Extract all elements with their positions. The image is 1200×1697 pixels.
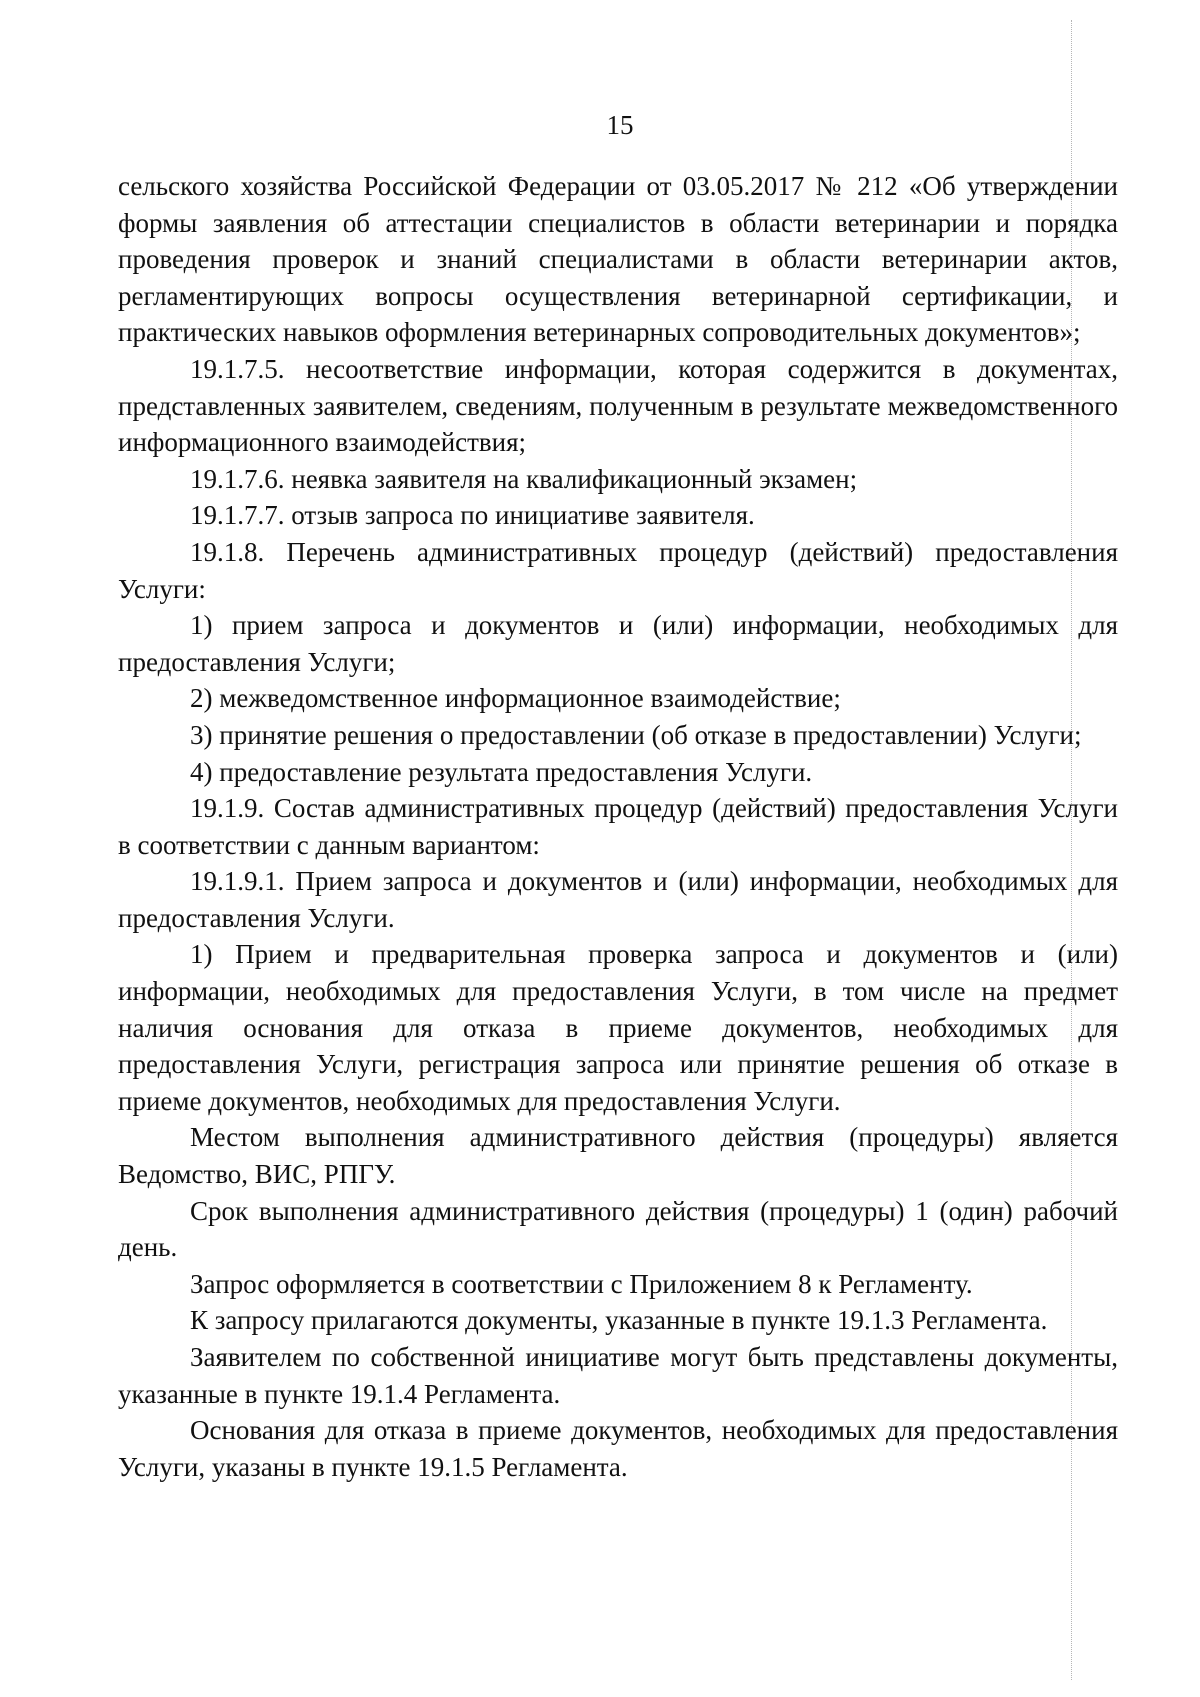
paragraph: К запросу прилагаются документы, указанные в пункте 19.1.3 Регламента.	[190, 1305, 1048, 1336]
list-item: 1) прием запроса и документов и (или) информации, необходимых для предоставления Услуги;	[118, 610, 1118, 677]
list-item: 1) Прием и предварительная проверка запроса и документов и (или) информации, необходимых для предоставления Услуги, в том числе на предмет наличия основания для отказа в приеме документов, необходимых для предоставления Услуги, регистрация запроса или принятие решения об отказе в приеме документов, необходимых для предоставления Услуги.	[118, 939, 1118, 1116]
paragraph: 19.1.9.1. Прием запроса и документов и (или) информации, необходимых для предоставления Услуги.	[118, 866, 1118, 933]
paragraph: сельского хозяйства Российской Федерации от 03.05.2017 № 212 «Об утверждении формы заявления об аттестации специалистов в области ветеринарии и порядка проведения проверок и знаний специалистами в области ветеринарии актов, регламентирующих вопросы осуществления ветеринарной сертификации, и практических навыков оформления ветеринарных сопроводительных документов»;	[118, 171, 1118, 348]
page-number: 15	[606, 110, 634, 140]
document-body	[118, 168, 1118, 1485]
list-item: 2) межведомственное информационное взаимодействие;	[190, 683, 841, 714]
paragraph: 19.1.7.7. отзыв запроса по инициативе заявителя.	[190, 500, 755, 531]
paragraph: 19.1.9. Состав административных процедур (действий) предоставления Услуги в соответствии с данным вариантом:	[118, 793, 1118, 860]
paragraph: 19.1.7.6. неявка заявителя на квалификационный экзамен;	[190, 463, 858, 494]
list-item: 4) предоставление результата предоставления Услуги.	[190, 756, 813, 787]
paragraph: Запрос оформляется в соответствии с Приложением 8 к Регламенту.	[190, 1268, 973, 1299]
paragraph: 19.1.7.5. несоответствие информации, которая содержится в документах, представленных заявителем, сведениям, полученным в результате межведомственного информационного взаимодействия;	[118, 353, 1118, 458]
list-item: 3) принятие решения о предоставлении (об отказе в предоставлении) Услуги;	[190, 719, 1082, 750]
paragraph: 19.1.8. Перечень административных процедур (действий) предоставления Услуги:	[118, 536, 1118, 604]
paragraph: Заявителем по собственной инициативе могут быть представлены документы, указанные в пункте 19.1.4 Регламента.	[118, 1342, 1118, 1409]
paragraph: Срок выполнения административного действия (процедуры) 1 (один) рабочий день.	[118, 1195, 1118, 1263]
paragraph: Местом выполнения административного действия (процедуры) является Ведомство, ВИС, РПГУ.	[118, 1122, 1118, 1190]
paragraph: Основания для отказа в приеме документов, необходимых для предоставления Услуги, указаны в пункте 19.1.5 Регламента.	[118, 1415, 1118, 1482]
